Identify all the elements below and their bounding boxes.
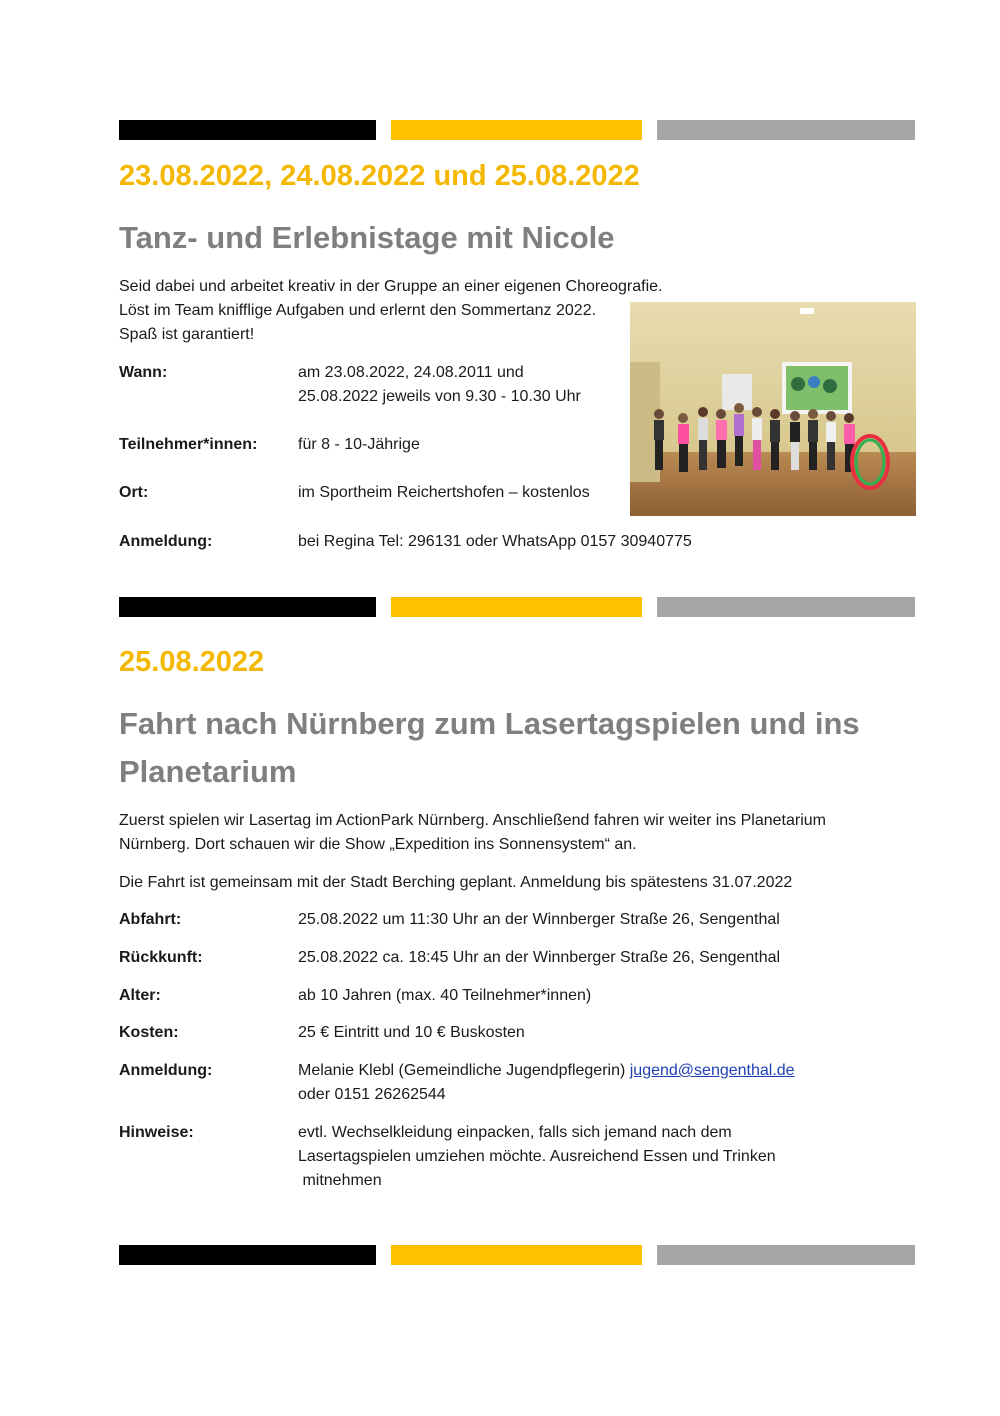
event2-label-rueckkunft: Rückkunft: [119, 949, 203, 966]
event1-value-teilnehmer: für 8 - 10-Jährige [298, 436, 420, 453]
event2-label-hinweise: Hinweise: [119, 1124, 194, 1141]
group-photo [630, 302, 916, 516]
event2-value-alter: ab 10 Jahren (max. 40 Teilnehmer*innen) [298, 987, 592, 1004]
event2-title-line: Planetarium [119, 754, 297, 789]
divider-bar-yellow [391, 120, 642, 140]
event1-value-wann: 25.08.2022 jeweils von 9.30 - 10.30 Uhr [298, 388, 581, 405]
event2-intro-line: Zuerst spielen wir Lasertag im ActionPark Nürnberg. Anschließend fahren wir weiter ins Planetarium [119, 812, 826, 829]
divider-bar-black [119, 120, 376, 140]
event1-label-ort: Ort: [119, 484, 149, 501]
event2-value-kosten: 25 € Eintritt und 10 € Buskosten [298, 1024, 525, 1041]
event1-date: 23.08.2022, 24.08.2022 und 25.08.2022 [119, 160, 640, 192]
divider-bar-gray [657, 1245, 915, 1265]
event2-date: 25.08.2022 [119, 646, 265, 678]
event1-intro-line: Seid dabei und arbeitet kreativ in der Gruppe an einer eigenen Choreografie. [119, 278, 663, 295]
event1-value-anmeldung: bei Regina Tel: 296131 oder WhatsApp 0157 30940775 [298, 533, 692, 550]
event2-title-line: Fahrt nach Nürnberg zum Lasertagspielen und ins [119, 706, 860, 741]
event1-value-wann: am 23.08.2022, 24.08.2011 und [298, 364, 524, 381]
event2-note: Die Fahrt ist gemeinsam mit der Stadt Berching geplant. Anmeldung bis spätestens 31.07.2022 [119, 874, 793, 891]
event2-anmeldung-contact: Melanie Klebl (Gemeindliche Jugendpflegerin) [298, 1062, 626, 1079]
event1-title: Tanz- und Erlebnistage mit Nicole [119, 220, 615, 255]
event2-value-rueckkunft: 25.08.2022 ca. 18:45 Uhr an der Winnberger Straße 26, Sengenthal [298, 949, 781, 966]
divider-bar-yellow [391, 1245, 642, 1265]
event1-intro-line: Spaß ist garantiert! [119, 326, 255, 343]
event2-value-hinweise: Lasertagspielen umziehen möchte. Ausreichend Essen und Trinken [298, 1148, 776, 1165]
event2-value-anmeldung-phone: oder 0151 26262544 [298, 1086, 446, 1103]
event2-value-abfahrt: 25.08.2022 um 11:30 Uhr an der Winnberger Straße 26, Sengenthal [298, 911, 780, 928]
event1-label-anmeldung: Anmeldung: [119, 533, 213, 550]
event2-label-abfahrt: Abfahrt: [119, 911, 182, 928]
event1-intro-line: Löst im Team knifflige Aufgaben und erlernt den Sommertanz 2022. [119, 302, 597, 319]
divider-bar-gray [657, 597, 915, 617]
event2-value-anmeldung [298, 1059, 795, 1083]
event2-label-alter: Alter: [119, 987, 161, 1004]
event1-label-wann: Wann: [119, 364, 168, 381]
divider-bar-black [119, 1245, 376, 1265]
divider-bar-black [119, 597, 376, 617]
event2-value-hinweise: mitnehmen [298, 1172, 382, 1189]
event2-value-hinweise: evtl. Wechselkleidung einpacken, falls sich jemand nach dem [298, 1124, 732, 1141]
email-link[interactable]: jugend@sengenthal.de [629, 1062, 795, 1079]
divider-bar-gray [657, 120, 915, 140]
event2-intro-line: Nürnberg. Dort schauen wir die Show „Expedition ins Sonnensystem“ an. [119, 836, 637, 853]
event1-label-teilnehmer: Teilnehmer*innen: [119, 436, 258, 453]
event1-value-ort: im Sportheim Reichertshofen – kostenlos [298, 484, 590, 501]
event2-label-kosten: Kosten: [119, 1024, 179, 1041]
divider-bar-yellow [391, 597, 642, 617]
event2-label-anmeldung: Anmeldung: [119, 1062, 213, 1079]
